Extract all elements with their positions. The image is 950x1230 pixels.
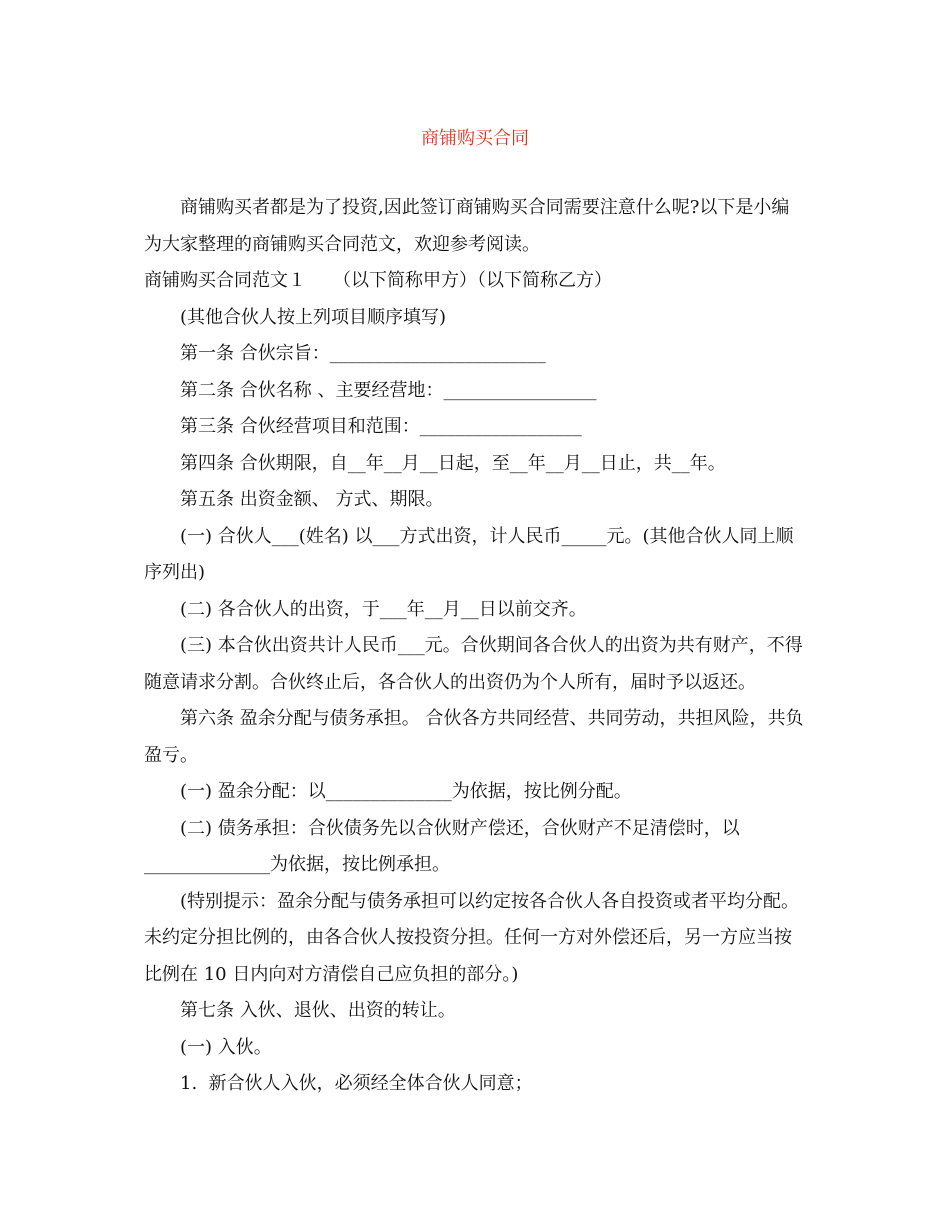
paragraph: 商铺购买合同范文１ （以下简称甲方）（以下简称乙方） <box>144 270 612 291</box>
paragraph: 商铺购买者都是为了投资,因此签订商铺购买合同需要注意什么呢?以下是小编为大家整理的商铺购买合同范文，欢迎参考阅读。 <box>144 197 790 255</box>
paragraph: (一) 入伙。 <box>180 1036 272 1058</box>
paragraph: (三) 本合伙出资共计人民币___元。合伙期间各合伙人的出资为共有财产，不得随意请求分割。合伙终止后，各合伙人的出资仍为个人所有，届时予以返还。 <box>144 635 803 693</box>
paragraph: 1. 新合伙人入伙，必须经全体合伙人同意； <box>180 1073 533 1094</box>
paragraph: 第六条 盈余分配与债务承担。 合伙各方共同经营、共同劳动，共担风险，共负盈亏。 <box>144 708 804 766</box>
paragraph: (特别提示：盈余分配与债务承担可以约定按各合伙人各自投资或者平均分配。未约定分担比例的，由各合伙人按投资分担。任何一方对外偿还后，另一方应当按比例在 10 日内向对方清偿自己应负担的部分。) <box>144 890 800 985</box>
document-title: 商铺购买合同 <box>421 128 529 149</box>
paragraph: (二) 各合伙人的出资，于___年__月__日以前交齐。 <box>180 598 587 620</box>
paragraph: (二) 债务承担：合伙债务先以合伙财产偿还，合伙财产不足清偿时，以______________为依据，按比例承担。 <box>144 817 740 875</box>
paragraph: 第五条 出资金额、 方式、期限。 <box>180 489 444 510</box>
paragraph: (其他合伙人按上列项目顺序填写) <box>180 306 447 328</box>
paragraph: 第三条 合伙经营项目和范围：__________________ <box>180 416 582 437</box>
paragraph: 第二条 合伙名称 、主要经营地：_________________ <box>180 379 597 401</box>
paragraph: 第四条 合伙期限，自__年__月__日起，至__年__月__日止，共__年。 <box>180 452 726 474</box>
paragraph: (一) 合伙人___(姓名) 以___方式出资，计人民币_____元。(其他合伙人同上顺序列出) <box>144 525 794 583</box>
paragraph: (一) 盈余分配：以______________为依据，按比例分配。 <box>180 781 632 802</box>
document-body <box>144 190 804 1103</box>
paragraph: 第一条 合伙宗旨：________________________ <box>180 343 546 364</box>
paragraph: 第七条 入伙、退伙、出资的转让。 <box>180 1000 456 1021</box>
